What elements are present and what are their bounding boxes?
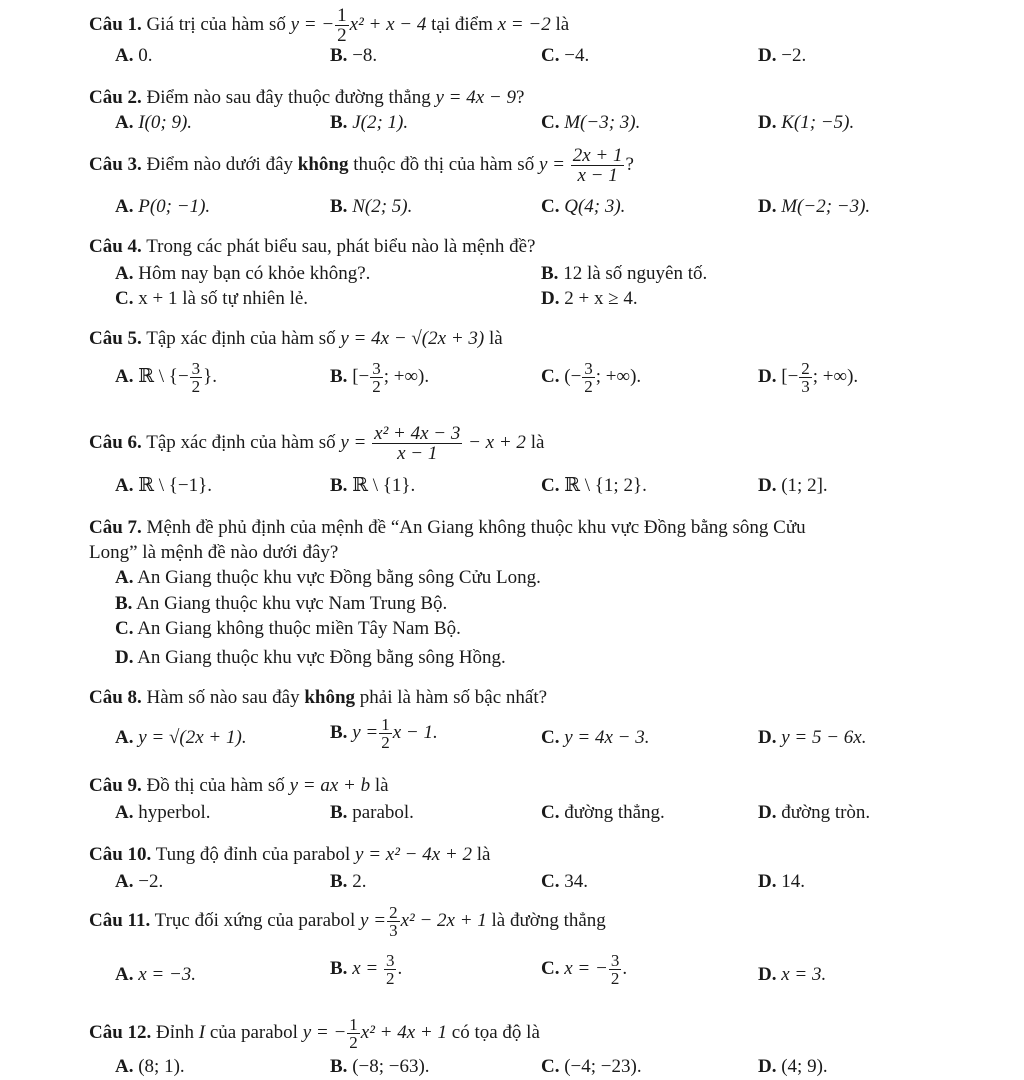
option-c[interactable]: C. x = − $\frac{3}{2}$ . <box>541 951 628 988</box>
option-d[interactable]: D. 2 + x ≥ 4. <box>541 288 638 309</box>
option-c[interactable]: C. Q(4; 3). <box>541 196 626 217</box>
option-d[interactable]: D. x = 3. <box>758 964 827 985</box>
option-d[interactable]: D. M(−2; −3). <box>758 196 871 217</box>
option-b[interactable]: B. y = $\frac{1}{2}$ x − 1. <box>330 715 438 752</box>
question-12: Câu 12. Đỉnh I của parabol y = − $\frac{1}{2}$ x² + 4x + 1 có tọa độ là <box>89 1015 540 1052</box>
option-c[interactable]: C. −4. <box>541 45 590 66</box>
option-b[interactable]: B. J(2; 1). <box>330 112 409 133</box>
option-d[interactable]: D. [− $\frac{2}{3}$ ; +∞). <box>758 359 859 396</box>
question-8: Câu 8. Hàm số nào sau đây không phải là hàm số bậc nhất? <box>89 687 548 708</box>
option-c[interactable]: C. ℝ \ {1; 2}. <box>541 475 647 496</box>
option-d[interactable]: D. đường tròn. <box>758 802 871 823</box>
question-7-line-2: Long” là mệnh đề nào dưới đây? <box>89 542 339 563</box>
option-d[interactable]: D. K(1; −5). <box>758 112 855 133</box>
option-a[interactable]: A. (8; 1). <box>115 1056 185 1077</box>
option-c[interactable]: C. (−4; −23). <box>541 1056 642 1077</box>
option-c[interactable]: C. x + 1 là số tự nhiên lẻ. <box>115 288 309 309</box>
option-a[interactable]: A. hyperbol. <box>115 802 211 823</box>
question-4: Câu 4. Trong các phát biểu sau, phát biểu nào là mệnh đề? <box>89 236 536 257</box>
option-b[interactable]: B. −8. <box>330 45 378 66</box>
option-c[interactable]: C. An Giang không thuộc miền Tây Nam Bộ. <box>115 618 461 639</box>
question-9: Câu 9. Đồ thị của hàm số y = ax + b là <box>89 775 389 796</box>
option-b[interactable]: B. 12 là số nguyên tố. <box>541 263 708 284</box>
question-2: Câu 2. Điểm nào sau đây thuộc đường thẳng y = 4x − 9? <box>89 87 525 108</box>
option-b[interactable]: B. ℝ \ {1}. <box>330 475 416 496</box>
option-c[interactable]: C. (− $\frac{3}{2}$ ; +∞). <box>541 359 642 396</box>
question-3: Câu 3. Điểm nào dưới đây không thuộc đồ thị của hàm số y = $\frac{2x + 1}{x - 1}$ ? <box>89 145 634 186</box>
option-d[interactable]: D. −2. <box>758 45 807 66</box>
option-a[interactable]: A. ℝ \ {−1}. <box>115 475 213 496</box>
option-b[interactable]: B. N(2; 5). <box>330 196 413 217</box>
option-b[interactable]: B. 2. <box>330 871 367 892</box>
question-6: Câu 6. Tập xác định của hàm số y = $\frac{\text{x² + 4x − 3}}{x - 1}$ − x + 2 là <box>89 423 545 464</box>
option-a[interactable]: A. y = √(2x + 1). <box>115 727 247 748</box>
option-b[interactable]: B. (−8; −63). <box>330 1056 430 1077</box>
question-10: Câu 10. Tung độ đỉnh của parabol y = x² − 4x + 2 là <box>89 844 491 865</box>
option-d[interactable]: D. y = 5 − 6x. <box>758 727 867 748</box>
option-d[interactable]: D. (1; 2]. <box>758 475 828 496</box>
option-b[interactable]: B. An Giang thuộc khu vực Nam Trung Bộ. <box>115 593 448 614</box>
option-a[interactable]: A. P(0; −1). <box>115 196 211 217</box>
option-a[interactable]: A. −2. <box>115 871 164 892</box>
option-c[interactable]: C. M(−3; 3). <box>541 112 641 133</box>
question-11: Câu 11. Trục đối xứng của parabol y = $\frac{2}{3}$ x² − 2x + 1 là đường thẳng <box>89 903 606 940</box>
option-d[interactable]: D. (4; 9). <box>758 1056 828 1077</box>
option-a[interactable]: A. I(0; 9). <box>115 112 193 133</box>
option-b[interactable]: B. x = $\frac{3}{2}$ . <box>330 951 403 988</box>
option-c[interactable]: C. y = 4x − 3. <box>541 727 650 748</box>
option-b[interactable]: B. [− $\frac{3}{2}$ ; +∞). <box>330 359 430 396</box>
option-d[interactable]: D. An Giang thuộc khu vực Đồng bằng sông Hồng. <box>115 647 506 668</box>
option-b[interactable]: B. parabol. <box>330 802 414 823</box>
question-5: Câu 5. Tập xác định của hàm số y = 4x − √(2x + 3) là <box>89 328 503 349</box>
option-a[interactable]: A. An Giang thuộc khu vực Đồng bằng sông Cửu Long. <box>115 567 541 588</box>
option-c[interactable]: C. 34. <box>541 871 588 892</box>
option-a[interactable]: A. Hôm nay bạn có khỏe không?. <box>115 263 371 284</box>
fraction: $\frac{2x + 1}{x - 1}$ <box>572 145 623 186</box>
option-a[interactable]: A. 0. <box>115 45 153 66</box>
fraction: $\frac{1}{2}$ <box>337 5 347 46</box>
option-d[interactable]: D. 14. <box>758 871 805 892</box>
question-1: Câu 1. Giá trị của hàm số y = − $\frac{1}{2}$ x² + x − 4 tại điểm x = −2 là <box>89 5 570 46</box>
option-c[interactable]: C. đường thẳng. <box>541 802 665 823</box>
question-7: Câu 7. Mệnh đề phủ định của mệnh đề “An Giang không thuộc khu vực Đồng bằng sông Cửu <box>89 517 806 538</box>
option-a[interactable]: A. x = −3. <box>115 964 197 985</box>
option-a[interactable]: A. ℝ \ {− $\frac{3}{2}$ }. <box>115 359 218 396</box>
